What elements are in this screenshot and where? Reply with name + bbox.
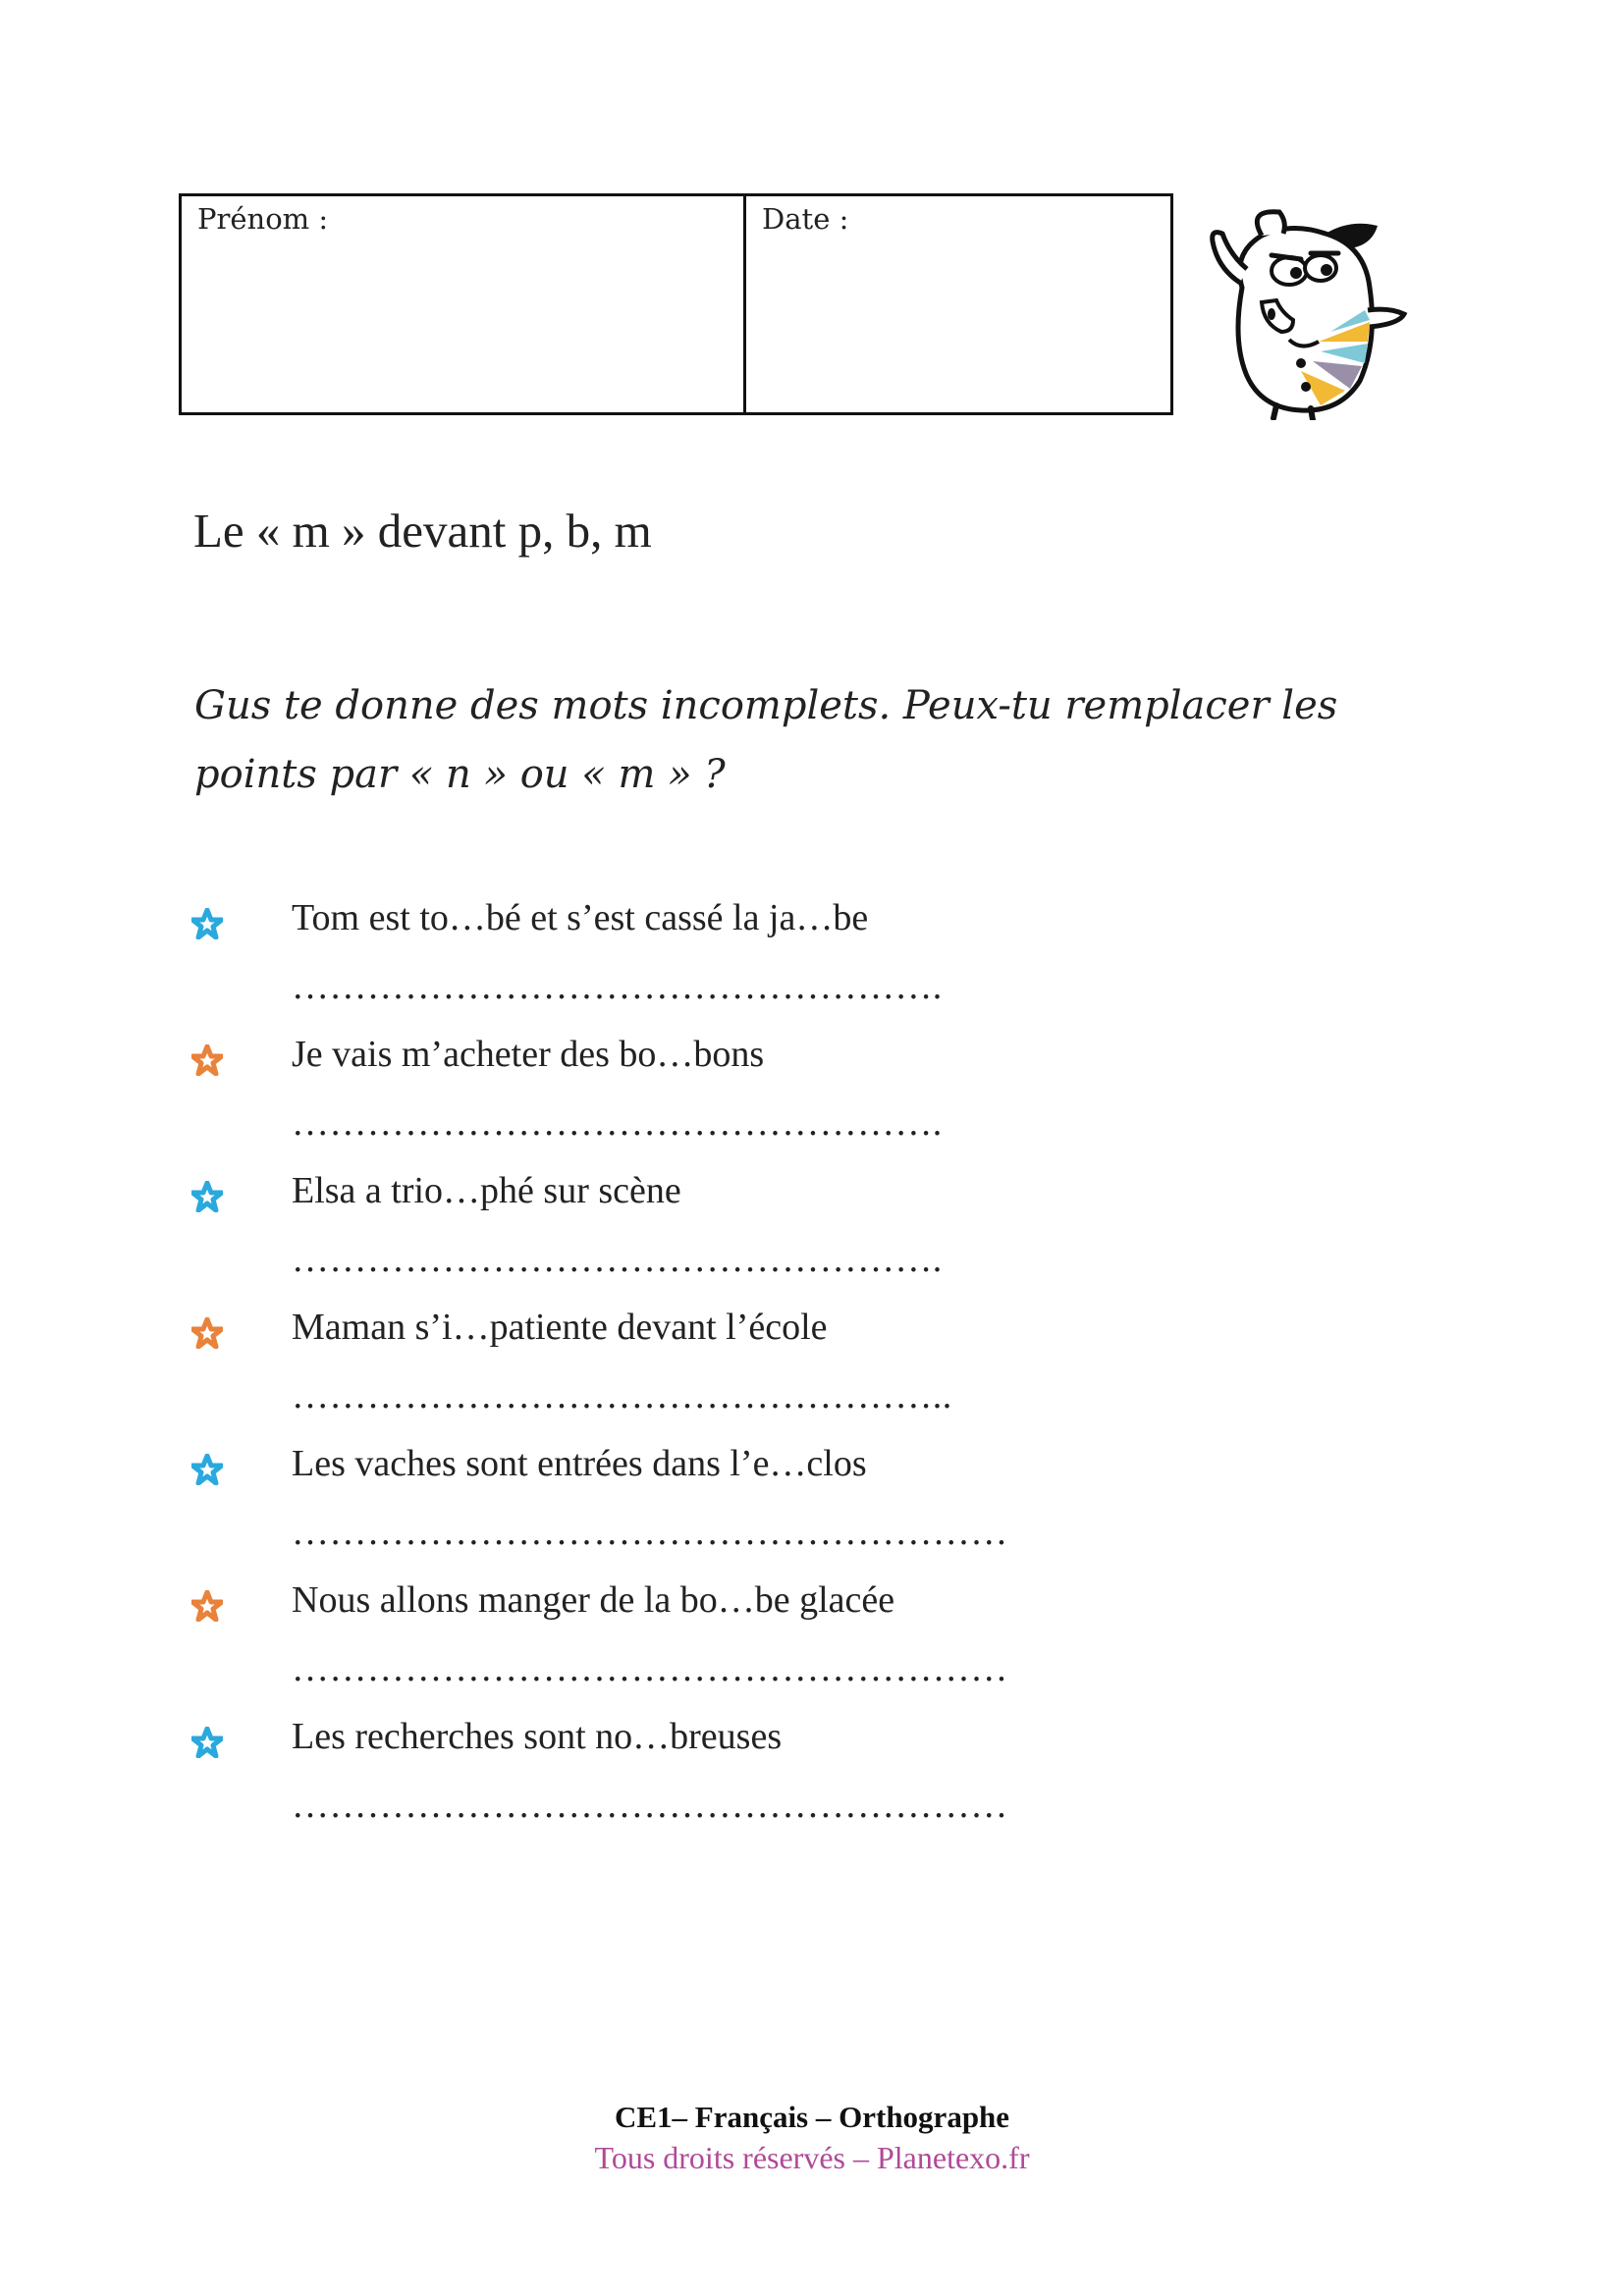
- footer-subject: CE1– Français – Orthographe: [614, 2100, 1010, 2134]
- exercise-sentence: Tom est to…bé et s’est cassé la ja…be: [292, 897, 869, 938]
- answer-line[interactable]: …………………………………………………: [292, 1512, 1008, 1553]
- answer-line[interactable]: …………………………………………………: [292, 1648, 1008, 1689]
- exercise-sentence: Je vais m’acheter des bo…bons: [292, 1034, 765, 1075]
- answer-line[interactable]: …………………………………………………: [292, 1785, 1008, 1826]
- star-icon: [191, 1590, 223, 1622]
- name-date-table: [179, 193, 1173, 415]
- gus-mascot-icon: [1203, 194, 1419, 420]
- footer-rights: Tous droits réservés – Planetexo.fr: [594, 2140, 1030, 2175]
- exercise-item: [191, 1170, 1370, 1317]
- prenom-field[interactable]: [182, 196, 746, 412]
- answer-line[interactable]: …………………………………………….: [292, 1102, 943, 1144]
- instruction-text: Gus te donne des mots incomplets. Peux-tu remplacer les points par « n » ou « m » ?: [194, 683, 1338, 797]
- exercise-sentence: Elsa a trio…phé sur scène: [292, 1170, 681, 1211]
- date-label: Date :: [762, 202, 849, 236]
- page-title: Le « m » devant p, b, m: [193, 504, 652, 558]
- star-icon: [191, 1044, 223, 1076]
- exercise-sentence: Maman s’i…patiente devant l’école: [292, 1307, 828, 1348]
- star-icon: [191, 1317, 223, 1349]
- answer-line[interactable]: …………………………………………….: [292, 1239, 943, 1280]
- answer-line[interactable]: ……………………………………………..: [292, 1375, 952, 1416]
- answer-line[interactable]: …………………………………………….: [292, 966, 943, 1007]
- exercise-item: [191, 897, 1370, 1044]
- star-icon: [191, 1454, 223, 1485]
- exercise-sentence: Les recherches sont no…breuses: [292, 1716, 783, 1757]
- exercise-sentence: Nous allons manger de la bo…be glacée: [292, 1579, 895, 1621]
- exercise-item: [191, 1579, 1370, 1727]
- date-field[interactable]: [746, 196, 1170, 412]
- exercise-item: [191, 1034, 1370, 1181]
- star-icon: [191, 1181, 223, 1212]
- exercise-item: [191, 1307, 1370, 1454]
- exercise-item: [191, 1443, 1370, 1590]
- exercise-item: [191, 1716, 1370, 1863]
- exercise-list: [191, 897, 1370, 1863]
- prenom-label: Prénom :: [197, 202, 329, 236]
- exercise-sentence: Les vaches sont entrées dans l’e…clos: [292, 1443, 867, 1484]
- star-icon: [191, 908, 223, 939]
- star-icon: [191, 1727, 223, 1758]
